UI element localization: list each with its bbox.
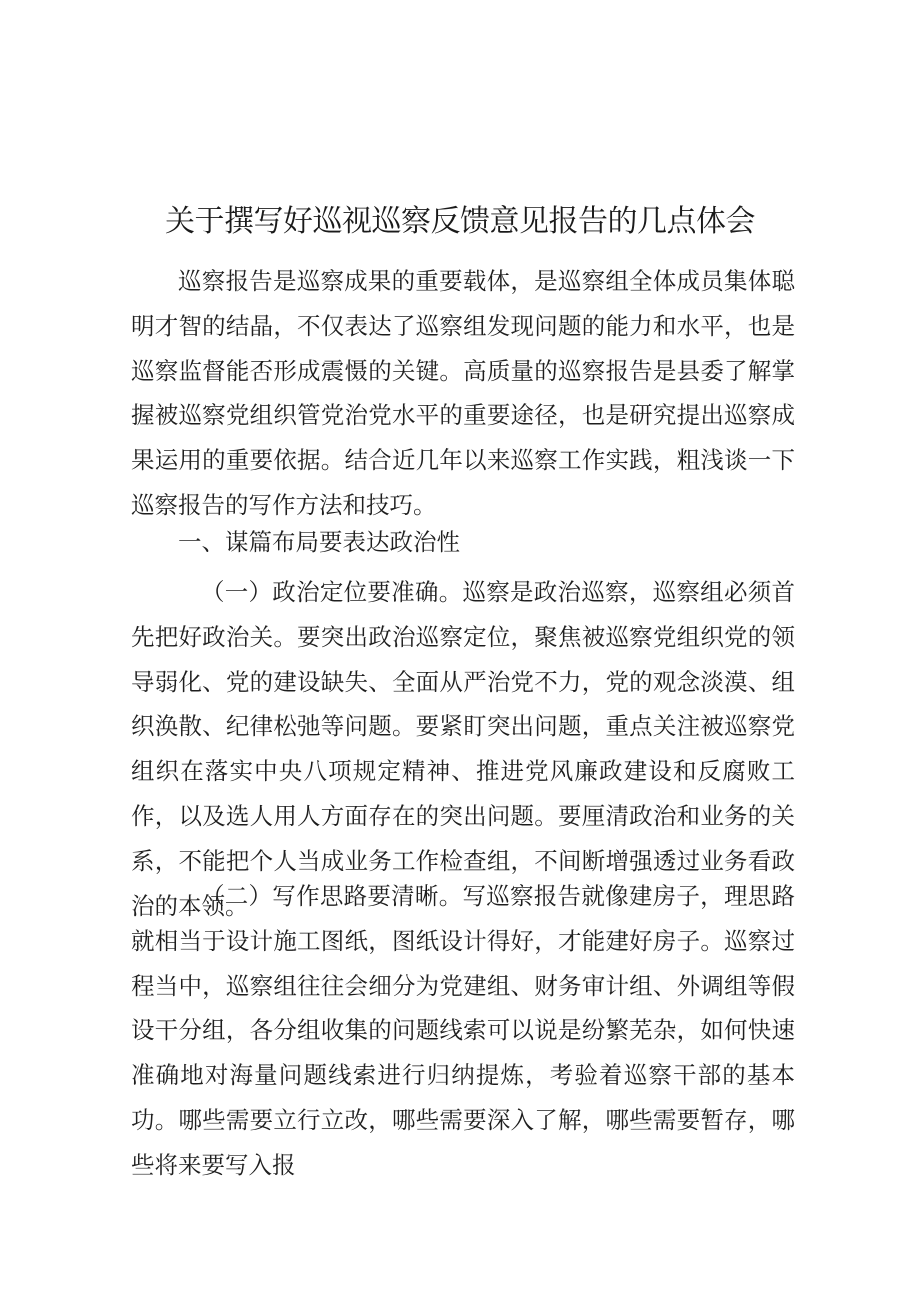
section-heading: 一、谋篇布局要表达政治性 (178, 528, 460, 556)
document-title: 关于撰写好巡视巡察反馈意见报告的几点体会 (165, 204, 755, 239)
subsection-paragraph-1: （一）政治定位要准确。巡察是政治巡察，巡察组必须首先把好政治关。要突出政治巡察定位，聚焦被巡察党组织党的领导弱化、党的建设缺失、全面从严治党不力，党的观念淡漠、组织涣散、纪律松弛等问题。要紧盯突出问题，重点关注被巡察党组织在落实中央八项规定精神、推进党风廉政建设和反腐败工作，以及选人用人方面存在的突出问题。要厘清政治和业务的关系，不能把个人当成业务工作检查组，不间断增强透过业务看政治的本领。 (131, 578, 795, 920)
intro-paragraph: 巡察报告是巡察成果的重要载体，是巡察组全体成员集体聪明才智的结晶，不仅表达了巡察组发现问题的能力和水平，也是巡察监督能否形成震慑的关键。高质量的巡察报告是县委了解掌握被巡察党组织管党治党水平的重要途径，也是研究提出巡察成果运用的重要依据。结合近几年以来巡察工作实践，粗浅谈一下巡察报告的写作方法和技巧。 (131, 267, 795, 519)
subsection-paragraph-2: （二）写作思路要清晰。写巡察报告就像建房子，理思路就相当于设计施工图纸，图纸设计得好，才能建好房子。巡察过程当中，巡察组往往会细分为党建组、财务审计组、外调组等假设干分组，各分组收集的问题线索可以说是纷繁芜杂，如何快速准确地对海量问题线索进行归纳提炼，考验着巡察干部的基本功。哪些需要立行立改，哪些需要深入了解，哪些需要暂存，哪些将来要写入报 (131, 882, 795, 1179)
